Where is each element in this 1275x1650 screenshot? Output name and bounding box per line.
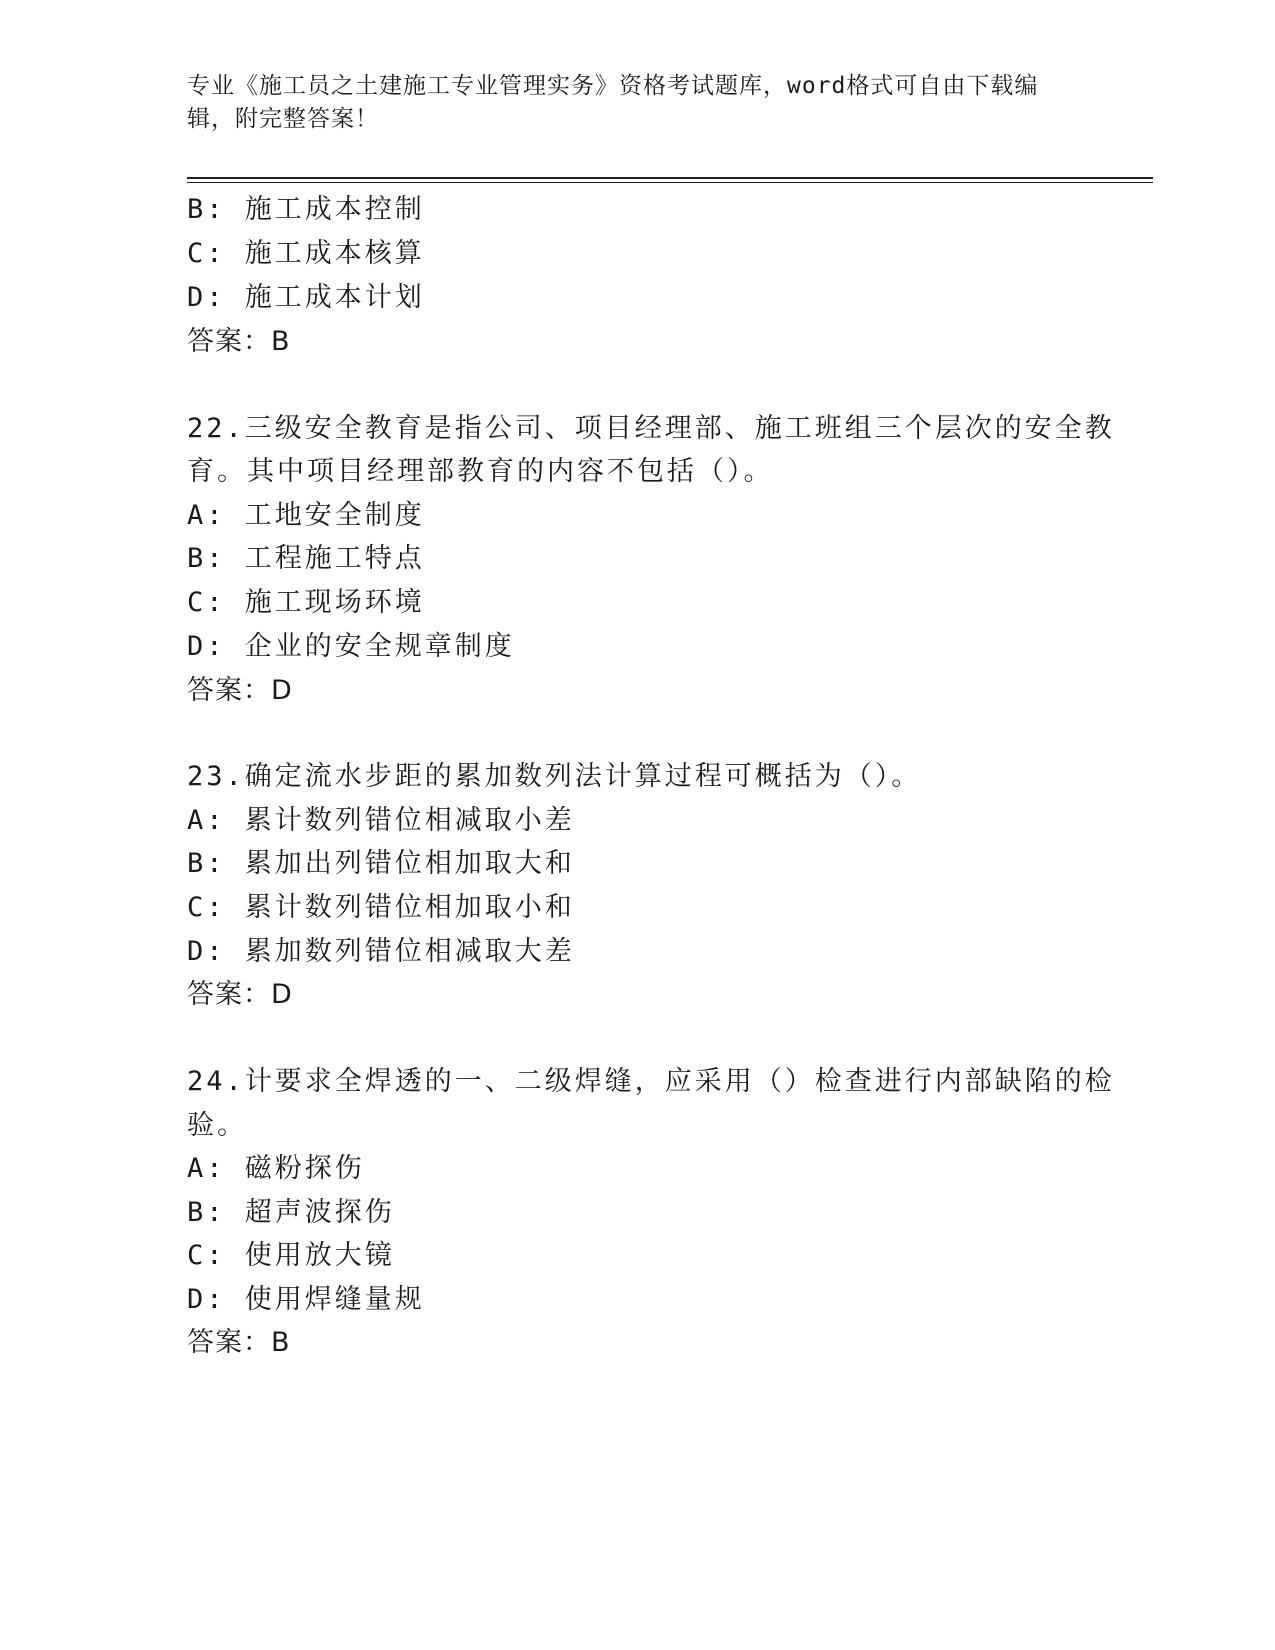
option-c: C: 施工现场环境	[187, 587, 425, 618]
option-b: B: 超声波探伤	[187, 1197, 395, 1228]
option-b: B: 施工成本控制	[187, 194, 425, 225]
option-c: C: 累计数列错位相加取小和	[187, 892, 575, 923]
question-stem: 23.确定流水步距的累加数列法计算过程可概括为（）。	[187, 761, 922, 792]
page-header	[187, 70, 1067, 136]
option-d: D: 使用焊缝量规	[187, 1284, 425, 1315]
answer: 答案：B	[187, 326, 291, 357]
option-b: B: 工程施工特点	[187, 543, 425, 574]
answer: 答案：D	[187, 979, 293, 1010]
answer: 答案：D	[187, 675, 293, 706]
option-b: B: 累加出列错位相加取大和	[187, 848, 575, 879]
option-c: C: 使用放大镜	[187, 1240, 395, 1271]
option-d: D: 企业的安全规章制度	[187, 631, 515, 662]
question-stem: 24.计要求全焊透的一、二级焊缝，应采用（）检查进行内部缺陷的检	[187, 1066, 1115, 1097]
header-line-2: 辑，附完整答案！	[187, 106, 379, 132]
option-d: D: 累加数列错位相减取大差	[187, 936, 575, 967]
question-stem: 验。	[187, 1110, 247, 1141]
option-c: C: 施工成本核算	[187, 238, 425, 269]
answer: 答案：B	[187, 1327, 291, 1358]
option-a: A: 磁粉探伤	[187, 1153, 365, 1184]
question-stem: 22.三级安全教育是指公司、项目经理部、施工班组三个层次的安全教	[187, 413, 1115, 444]
question-stem: 育。其中项目经理部教育的内容不包括（）。	[187, 456, 774, 487]
header-line-1: 专业《施工员之土建施工专业管理实务》资格考试题库，word格式可自由下载编	[187, 73, 1039, 99]
option-d: D: 施工成本计划	[187, 282, 425, 313]
option-a: A: 累计数列错位相减取小差	[187, 805, 575, 836]
header-divider-thin	[187, 182, 1153, 183]
option-a: A: 工地安全制度	[187, 500, 425, 531]
header-divider-thick	[187, 177, 1153, 179]
